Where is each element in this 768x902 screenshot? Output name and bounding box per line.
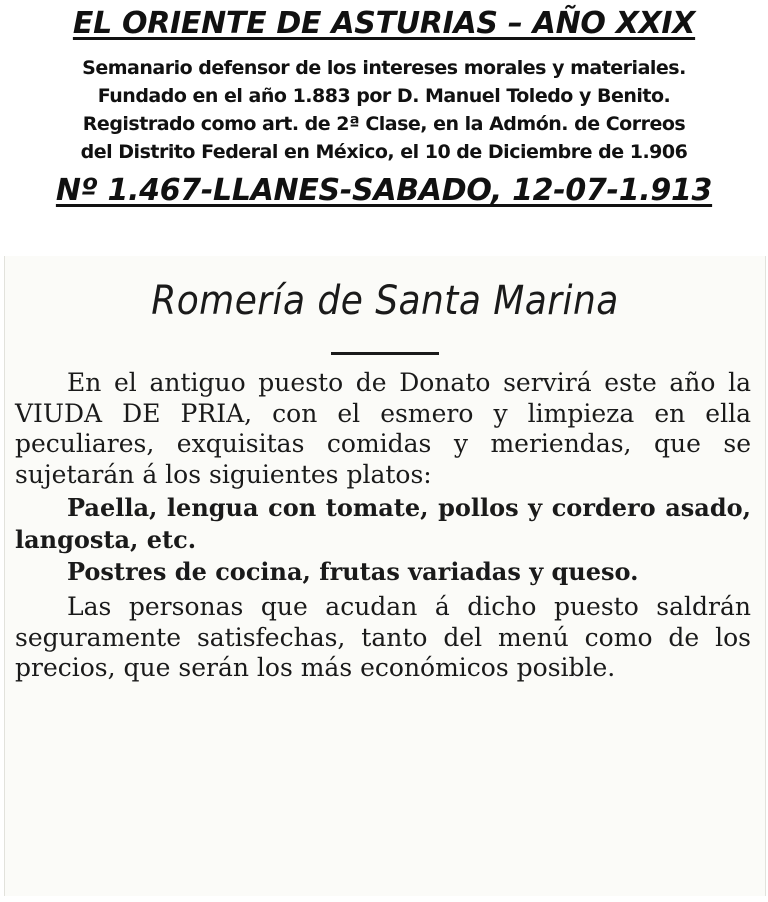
article-title: Romería de Santa Marina (151, 278, 619, 324)
info-line: Semanario defensor de los intereses morales y materiales. (82, 57, 686, 79)
publication-info (0, 54, 768, 166)
title-divider (331, 352, 439, 355)
page-header (0, 0, 768, 212)
article-paragraph: En el antiguo puesto de Donato servirá este año la VIUDA DE PRIA, con el esmero y limpieza en ella peculiares, exquisitas comidas y meriendas, que se sujetarán á los siguientes platos: (15, 368, 751, 489)
info-line: Fundado en el año 1.883 por D. Manuel Toledo y Benito. (97, 85, 671, 107)
menu-dishes: Paella, lengua con tomate, pollos y cordero asado, langosta, etc. (15, 493, 751, 554)
info-line: Registrado como art. de 2ª Clase, en la Admón. de Correos (82, 113, 686, 135)
issue-number-line: Nº 1.467-LLANES-SABADO, 12-07-1.913 (55, 173, 713, 208)
info-line: del Distrito Federal en México, el 10 de Diciembre de 1.906 (80, 141, 688, 163)
masthead-title: EL ORIENTE DE ASTURIAS – AÑO XXIX (72, 6, 696, 41)
article-body (15, 368, 751, 684)
newspaper-clipping (4, 256, 766, 896)
menu-desserts: Postres de cocina, frutas variadas y queso. (67, 557, 639, 586)
article-paragraph: Las personas que acudan á dicho puesto saldrán seguramente satisfechas, tanto del menú como de los precios, que serán los más económicos posible. (15, 592, 751, 682)
